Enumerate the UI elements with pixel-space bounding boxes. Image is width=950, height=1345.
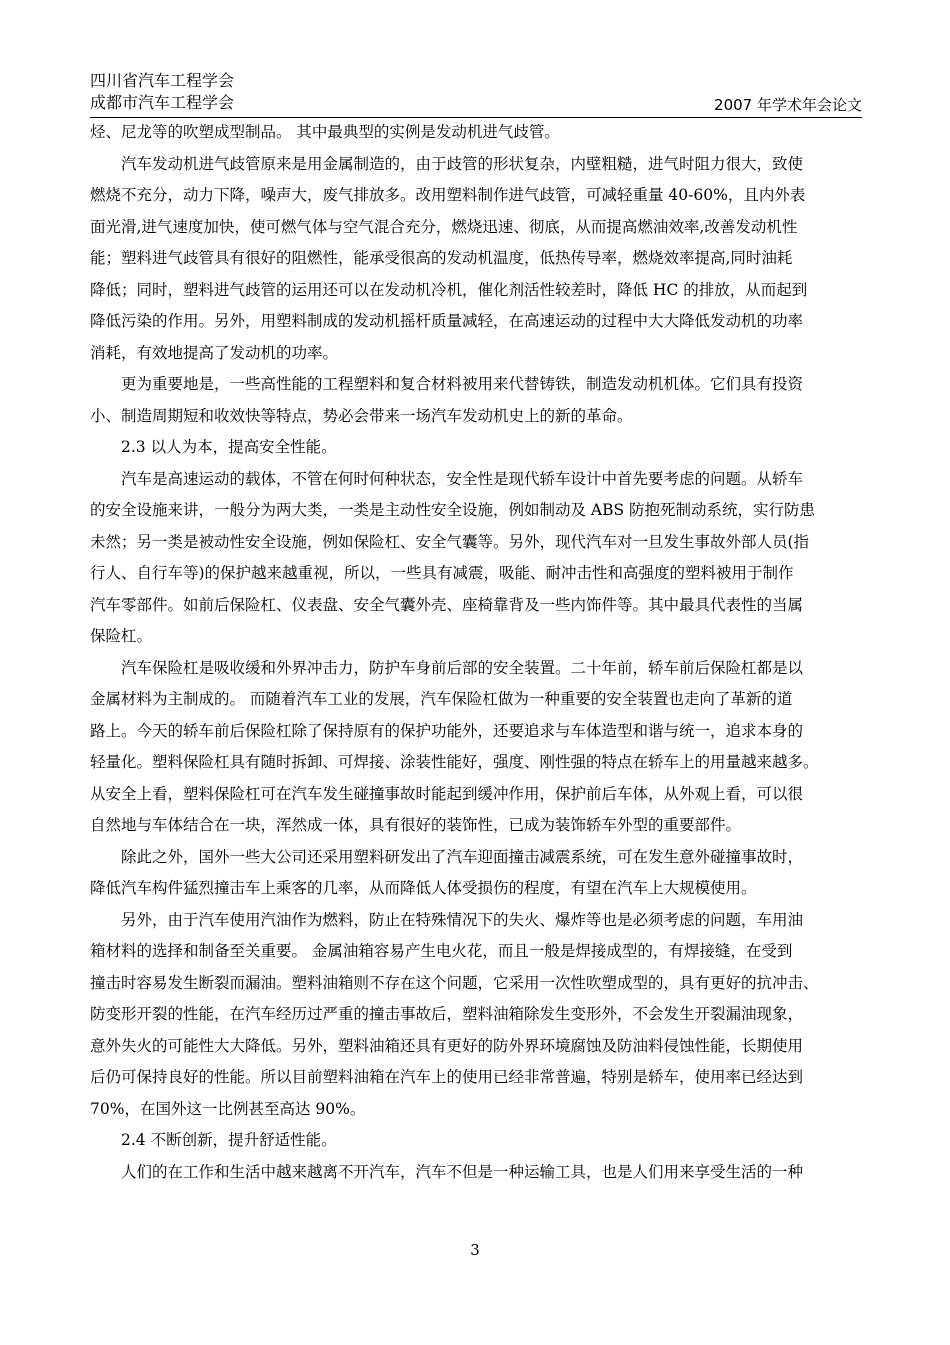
text-line: 撞击时容易发生断裂而漏油。塑料油箱则不存在这个问题，它采用一次性吹塑成型的，具有更好的抗冲击、 [90, 973, 819, 992]
text-line: 自然地与车体结合在一块，浑然成一体，具有很好的装饰性，已成为装饰轿车外型的重要部件。 [90, 816, 742, 834]
header-org-chengdu: 成都市汽车工程学会 [90, 93, 235, 112]
header-org-sichuan: 四川省汽车工程学会 [90, 71, 235, 90]
text-line: 小、制造周期短和收效快等特点，势必会带来一场汽车发动机史上的新的革命。 [90, 406, 633, 425]
text-line: 汽车零部件。如前后保险杠、仪表盘、安全气囊外壳、座椅靠背及一些内饰件等。其中最具代表性的当属 [90, 595, 804, 614]
text-line: 轻量化。塑料保险杠具有随时拆卸、可焊接、涂装性能好，强度、刚性强的特点在轿车上的用量越来越多。 [90, 753, 819, 771]
text-line: 防变形开裂的性能，在汽车经历过严重的撞击事故后，塑料油箱除发生变形外，不会发生开裂漏油现象， [90, 1005, 804, 1023]
text-line: 70%，在国外这一比例甚至高达 90%。 [90, 1099, 366, 1118]
text-line: 汽车发动机进气歧管原来是用金属制造的，由于歧管的形状复杂，内壁粗糙，进气时阻力很大，致使 [90, 154, 804, 173]
text-line: 降低污染的作用。另外，用塑料制成的发动机摇杆质量减轻，在高速运动的过程中大大降低发动机的功率 [90, 312, 804, 330]
text-line: 箱材料的选择和制备至关重要。 金属油箱容易产生电火花，而且一般是焊接成型的，有焊接缝，在受到 [90, 942, 793, 960]
text-line: 保险杠。 [90, 627, 153, 645]
text-line: 消耗，有效地提高了发动机的功率。 [90, 343, 339, 362]
text-line: 燃烧不充分，动力下降，噪声大，废气排放多。改用塑料制作进气歧管，可减轻重量 40-60%，且内外表 [90, 186, 806, 204]
text-line: 行人、自行车等)的保护越来越重视，所以，一些具有减震，吸能、耐冲击性和高强度的塑料被用于制作 [90, 564, 794, 582]
text-line: 除此之外，国外一些大公司还采用塑料研发出了汽车迎面撞击减震系统，可在发生意外碰撞事故时， [90, 847, 804, 866]
text-line: 另外，由于汽车使用汽油作为燃料，防止在特殊情况下的失火、爆炸等也是必须考虑的问题，车用油 [90, 910, 804, 929]
page-header [90, 70, 862, 120]
text-line: 路上。今天的轿车前后保险杠除了保持原有的保护功能外，还要追求与车体造型和谐与统一，追求本身的 [90, 721, 804, 740]
text-line: 汽车是高速运动的载体，不管在何时何种状态，安全性是现代轿车设计中首先要考虑的问题。从轿车 [90, 469, 804, 488]
text-line: 更为重要地是，一些高性能的工程塑料和复合材料被用来代替铸铁，制造发动机机体。它们具有投资 [90, 375, 804, 393]
text-line: 面光滑,进气速度加快，使可燃气体与空气混合充分，燃烧迅速、彻底，从而提高燃油效率,改善发动机性 [90, 217, 798, 236]
body-text [90, 117, 862, 1188]
text-line: 汽车保险杠是吸收缓和外界冲击力，防护车身前后部的安全装置。二十年前，轿车前后保险杠都是以 [90, 658, 804, 677]
text-line: 意外失火的可能性大大降低。另外，塑料油箱还具有更好的防外界环境腐蚀及防油料侵蚀性能，长期使用 [90, 1036, 804, 1055]
text-line: 人们的在工作和生活中越来越离不开汽车，汽车不但是一种运输工具，也是人们用来享受生活的一种 [90, 1162, 804, 1181]
text-line: 未然；另一类是被动性安全设施，例如保险杠、安全气囊等。另外，现代汽车对一旦发生事故外部人员(指 [90, 532, 810, 551]
text-line: 烃、尼龙等的吹塑成型制品。 其中最典型的实例是发动机进气歧管。 [90, 123, 560, 141]
section-heading-2-3: 2.3 以人为本，提高安全性能。 [90, 438, 337, 456]
text-line: 能；塑料进气歧管具有很好的阻燃性，能承受很高的发动机温度，低热传导率，燃烧效率提高,同时油耗 [90, 249, 793, 267]
page-number: 3 [470, 1241, 480, 1259]
header-organizations [90, 70, 234, 114]
text-line: 金属材料为主制成的。 而随着汽车工业的发展，汽车保险杠做为一种重要的安全装置也走向了革新的道 [90, 690, 793, 708]
text-line: 降低；同时，塑料进气歧管的运用还可以在发动机冷机，催化剂活性较差时，降低 HC 的排放，从而起到 [90, 280, 808, 299]
text-line: 从安全上看，塑料保险杠可在汽车发生碰撞事故时能起到缓冲作用，保护前后车体，从外观上看，可以很 [90, 784, 804, 803]
text-line: 后仍可保持良好的性能。所以目前塑料油箱在汽车上的使用已经非常普遍，特别是轿车，使用率已经达到 [90, 1068, 804, 1086]
text-line: 降低汽车构件猛烈撞击车上乘客的几率，从而降低人体受损伤的程度，有望在汽车上大规模使用。 [90, 879, 757, 897]
text-line: 的安全设施来讲，一般分为两大类，一类是主动性安全设施，例如制动及 ABS 防抱死制动系统，实行防患 [90, 501, 816, 519]
section-heading-2-4: 2.4 不断创新，提升舒适性能。 [90, 1131, 337, 1149]
header-conference-title: 2007 年学术年会论文 [714, 96, 862, 114]
